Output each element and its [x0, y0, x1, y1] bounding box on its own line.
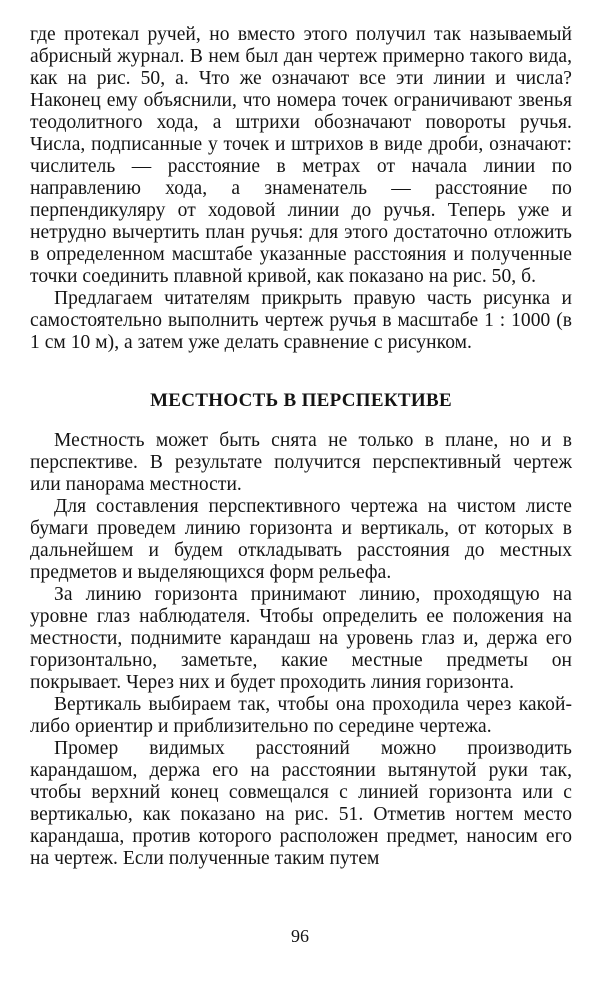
- page-number: 96: [291, 926, 309, 946]
- section-title: МЕСТНОСТЬ В ПЕРСПЕКТИВЕ: [150, 390, 452, 411]
- paragraph-top-2: Предлагаем читателям прикрыть правую часть рисунка и самостоятельно выполнить чертеж ручья в масштабе 1 : 1000 (в 1 см 10 м), а затем уже делать сравнение с рисунком.: [30, 288, 572, 353]
- paragraph-bottom-1: Местность может быть снята не только в плане, но и в перспективе. В результате получится перспективный чертеж или панорама местности.: [30, 430, 572, 495]
- paragraph-bottom-2: Для составления перспективного чертежа на чистом листе бумаги проведем линию горизонта и вертикаль, от которых в дальнейшем и будем откладывать расстояния до местных предметов и выделяющихся форм рельефа.: [30, 496, 572, 583]
- paragraph-bottom-3: За линию горизонта принимают линию, проходящую на уровне глаз наблюдателя. Чтобы определить ее положения на местности, поднимите карандаш на уровень глаз и, держа его горизонтально, заметьте, какие местные предметы он покрывает. Через них и будет проходить линия горизонта.: [30, 584, 572, 693]
- page-text-column: [30, 24, 572, 870]
- paragraph-bottom-4: Вертикаль выбираем так, чтобы она проходила через какой-либо ориентир и приблизительно по середине чертежа.: [30, 694, 572, 737]
- paragraph-bottom-5: Промер видимых расстояний можно производить карандашом, держа его на расстоянии вытянутой руки так, чтобы верхний конец совмещался с линией горизонта или с вертикалью, как показано на рис. 51. Отметив ногтем место карандаша, против которого расположен предмет, наносим его на чертеж. Если полученные таким путем: [30, 738, 572, 869]
- paragraph-top-1: где протекал ручей, но вместо этого получил так называемый абрисный журнал. В нем был дан чертеж примерно такого вида, как на рис. 50, а. Что же означают все эти линии и числа? Наконец ему объяснили, что номера точек ограничивают звенья теодолитного хода, а штрихи обозначают повороты ручья. Числа, подписанные у точек и штрихов в виде дроби, означают: числитель — расстояние в метрах от начала линии по направлению хода, а знаменатель — расстояние по перпендикуляру от ходовой линии до ручья. Теперь уже и нетрудно вычертить план ручья: для этого достаточно отложить в определенном масштабе указанные расстояния и полученные точки соединить плавной кривой, как показано на рис. 50, б.: [30, 24, 572, 287]
